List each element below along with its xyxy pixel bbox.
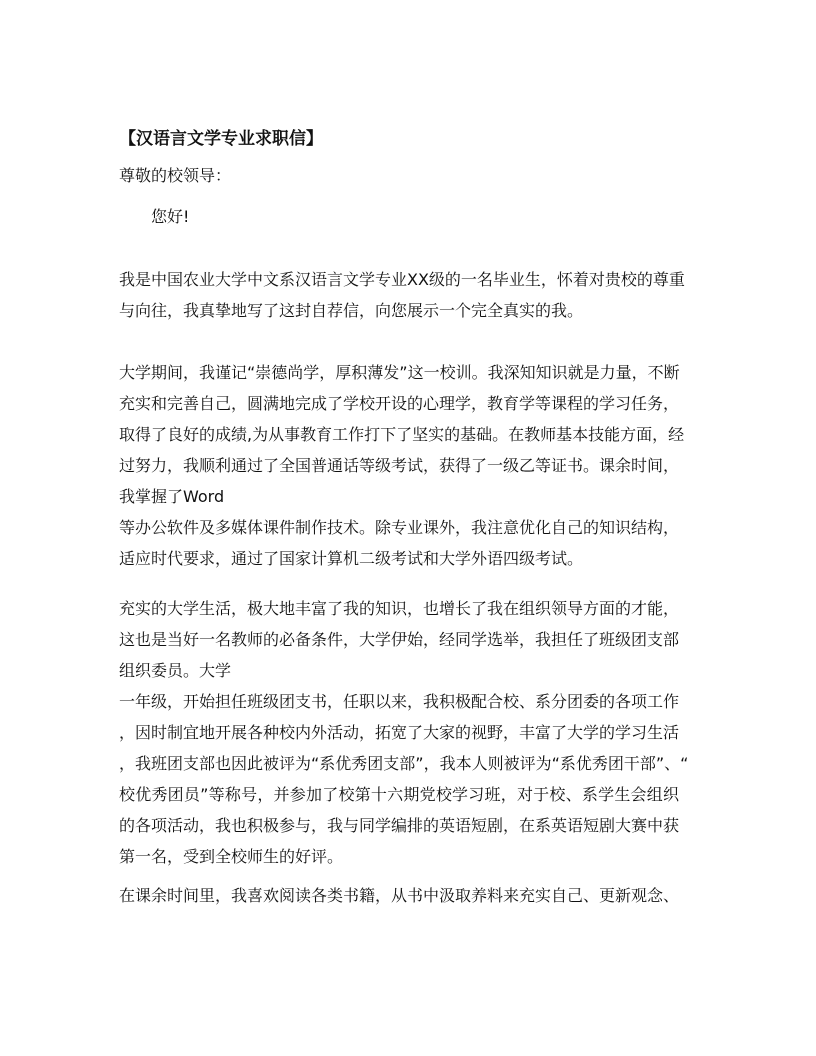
text-line: 适应时代要求，通过了国家计算机二级考试和大学外语四级考试。 xyxy=(119,549,584,568)
text-line: 第一名，受到全校师生的好评。 xyxy=(119,847,344,866)
text-line: 取得了良好的成绩,为从事教育工作打下了坚实的基础。在教师基本技能方面，经 xyxy=(119,425,685,444)
document-title: 【汉语言文学专业求职信】 xyxy=(119,129,323,149)
paragraph-introduction xyxy=(119,264,685,326)
text-line: 我是中国农业大学中文系汉语言文学专业XX级的一名毕业生，怀着对贵校的尊重 xyxy=(119,270,685,289)
salutation: 尊敬的校领导： xyxy=(119,166,232,185)
paragraph-study xyxy=(119,357,685,574)
text-line: 组织委员。大学 xyxy=(119,661,232,680)
text-line: 一年级，开始担任班级团支书，任职以来，我积极配合校、系分团委的各项工作 xyxy=(119,692,680,711)
text-line: 充实和完善自己，圆满地完成了学校开设的心理学，教育学等课程的学习任务， xyxy=(119,394,680,413)
text-line: 校优秀团员”等称号，并参加了校第十六期党校学习班，对于校、系学生会组织 xyxy=(119,785,679,804)
text-line: 过努力，我顺利通过了全国普通话等级考试，获得了一级乙等证书。课余时间， xyxy=(119,456,680,475)
hello-line: 您好! xyxy=(151,207,190,226)
text-line: 的各项活动，我也积极参与，我与同学编排的英语短剧，在系英语短剧大赛中获 xyxy=(119,816,680,835)
text-line: 等办公软件及多媒体课件制作技术。除专业课外，我注意优化自己的知识结构， xyxy=(119,518,680,537)
text-line: 充实的大学生活，极大地丰富了我的知识，也增长了我在组织领导方面的才能， xyxy=(119,599,680,618)
text-line: 这也是当好一名教师的必备条件，大学伊始，经同学选举，我担任了班级团支部 xyxy=(119,630,680,649)
text-line: 与向往，我真挚地写了这封自荐信，向您展示一个完全真实的我。 xyxy=(119,301,584,320)
text-line: ，我班团支部也因此被评为“系优秀团支部”，我本人则被评为“系优秀团干部”、“ xyxy=(119,754,689,773)
text-line: ，因时制宜地开展各种校内外活动，拓宽了大家的视野，丰富了大学的学习生活 xyxy=(119,723,680,742)
paragraph-reading xyxy=(119,880,679,911)
paragraph-campus-life xyxy=(119,593,689,872)
text-line: 我掌握了Word xyxy=(119,487,225,506)
text-line: 在课余时间里，我喜欢阅读各类书籍，从书中汲取养料来充实自己、更新观念、 xyxy=(119,886,680,905)
text-line: 大学期间，我谨记“崇德尚学，厚积薄发”这一校训。我深知知识就是力量，不断 xyxy=(119,363,680,382)
